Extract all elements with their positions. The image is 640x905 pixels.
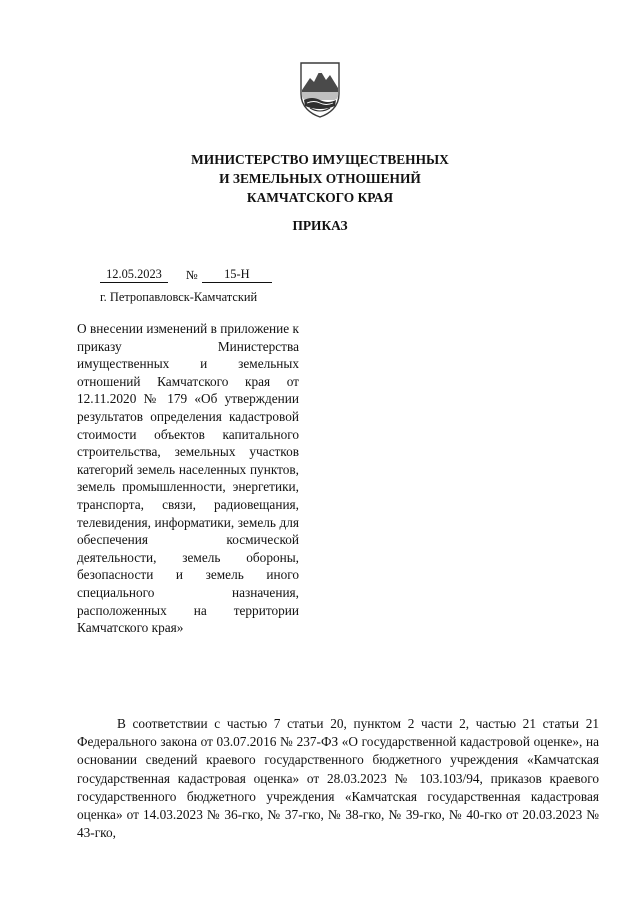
kamchatka-coat-of-arms-icon (298, 60, 342, 118)
number-sign: № (186, 268, 198, 282)
document-type-title: ПРИКАЗ (292, 218, 348, 233)
order-subject: О внесении изменений в приложение к приказу Министерства имущественных и земельных отношений Камчатского края от 12.11.2020 № 179 «Об утверждении результатов определения кадастровой стоимости объектов капитального строительства, земельных участков категорий земель населенных пунктов, земель промышленности, энергетики, транспорта, связи, радиовещания, телевидения, информатики, земель для обеспечения космической деятельности, земель обороны, безопасности и земель иного специального назначения, расположенных на территории Камчатского края» (77, 321, 299, 636)
order-date: 12.05.2023 (100, 268, 168, 283)
ministry-name (0, 150, 640, 207)
order-body-paragraph (77, 715, 599, 842)
ministry-name-line-3: КАМЧАТСКОГО КРАЯ (246, 190, 394, 205)
city-name: г. Петропавловск-Камчатский (100, 290, 258, 304)
date-number-row (100, 268, 272, 283)
order-number: 15-Н (202, 268, 272, 283)
ministry-name-line-1: МИНИСТЕРСТВО ИМУЩЕСТВЕННЫХ (191, 152, 449, 167)
order-metadata (100, 268, 272, 305)
order-body-text: В соответствии с частью 7 статьи 20, пунктом 2 части 2, частью 21 статьи 21 Федерального закона от 03.07.2016 № 237-ФЗ «О государственной кадастровой оценке», на основании сведений краевого государственного бюджетного учреждения «Камчатская государственная кадастровая оценка» от 28.03.2023 № 103.103/94, приказов краевого государственного бюджетного учреждения «Камчатская государственная кадастровая оценка» от 14.03.2023 № 36-гко, № 37-гко, № 38-гко, № 39-гко, № 40-гко от 20.03.2023 № 43-гко, (77, 716, 599, 841)
ministry-name-line-2: И ЗЕМЕЛЬНЫХ ОТНОШЕНИЙ (219, 171, 421, 186)
